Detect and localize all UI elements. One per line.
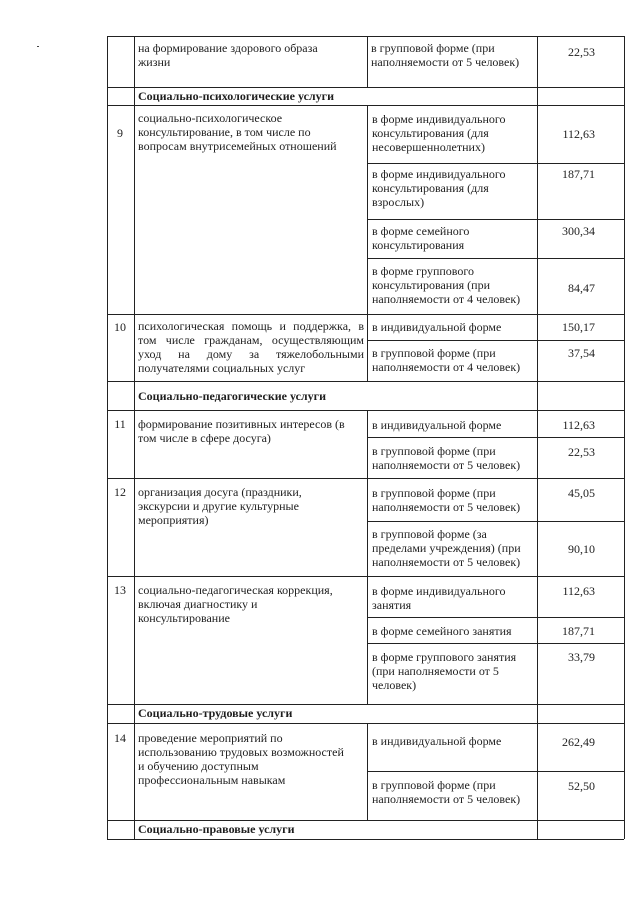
service-form: в индивидуальной форме	[372, 734, 502, 748]
row-divider	[367, 219, 624, 220]
service-form: в групповой форме (при наполняемости от 5 человек)	[371, 41, 520, 69]
section-heading: Социально-трудовые услуги	[138, 706, 293, 720]
section-heading: Социально-психологические услуги	[138, 89, 334, 103]
service-price: 22,53	[568, 45, 595, 59]
service-form: в групповой форме (за пределами учреждения) (при наполняемости от 5 человек)	[372, 527, 521, 569]
service-form: в групповой форме (при наполняемости от 4 человек)	[372, 346, 521, 374]
row-divider	[367, 643, 624, 644]
row-divider	[107, 381, 624, 382]
row-divider	[107, 478, 624, 479]
row-divider	[107, 704, 624, 705]
service-description: социально-педагогическая коррекция, включая диагностику и консультирование	[138, 583, 333, 625]
col-divider-num	[134, 36, 135, 839]
row-number: 12	[114, 485, 126, 499]
table-border-top	[107, 36, 624, 37]
row-divider	[367, 437, 624, 438]
service-price: 84,47	[568, 281, 595, 295]
service-price: 22,53	[568, 445, 595, 459]
row-divider	[107, 87, 624, 88]
service-description: психологическая помощь и поддержка, в том числе гражданам, осуществляющим уход на дому за тяжелобольными получателями социальных услуг	[138, 319, 364, 375]
service-form: в индивидуальной форме	[372, 418, 502, 432]
row-divider	[367, 340, 624, 341]
row-divider	[367, 771, 624, 772]
service-price: 37,54	[568, 346, 595, 360]
row-divider	[107, 105, 624, 106]
service-price: 262,49	[562, 735, 595, 749]
service-form: в групповой форме (при наполняемости от 5 человек)	[372, 486, 521, 514]
service-price: 33,79	[568, 650, 595, 664]
service-price: 52,50	[568, 779, 595, 793]
row-divider	[367, 163, 624, 164]
row-divider	[107, 723, 624, 724]
table-border-right	[624, 36, 625, 839]
service-form: в форме группового занятия (при наполняемости от 5 человек)	[372, 650, 517, 692]
service-form: в форме индивидуального консультирования (для несовершеннолетних)	[372, 112, 506, 154]
service-description: на формирование здорового образа жизни	[138, 41, 318, 69]
service-price: 90,10	[568, 542, 595, 556]
service-form: в форме группового консультирования (при наполняемости от 4 человек)	[372, 264, 521, 306]
service-price: 187,71	[562, 624, 595, 638]
table-border-bottom	[107, 839, 624, 840]
service-price: 112,63	[562, 127, 595, 141]
row-divider	[107, 820, 624, 821]
scan-speck	[37, 46, 39, 47]
service-price: 112,63	[562, 418, 595, 432]
section-heading: Социально-педагогические услуги	[138, 389, 327, 403]
service-form: в форме индивидуального консультирования (для взрослых)	[372, 167, 506, 209]
service-form: в групповой форме (при наполняемости от 5 человек)	[372, 778, 521, 806]
row-number: 9	[117, 126, 123, 140]
service-form: в форме семейного занятия	[372, 624, 512, 638]
row-divider	[107, 576, 624, 577]
service-description: организация досуга (праздники, экскурсии и другие культурные мероприятия)	[138, 485, 302, 527]
row-divider	[367, 617, 624, 618]
row-number: 14	[114, 731, 126, 745]
service-form: в индивидуальной форме	[372, 320, 502, 334]
row-number: 10	[114, 320, 126, 334]
row-divider	[107, 410, 624, 411]
table-border-left	[107, 36, 108, 839]
service-description: формирование позитивных интересов (в том числе в сфере досуга)	[138, 417, 345, 445]
col-divider-desc	[367, 36, 368, 87]
service-description: социально-психологическое консультирование, в том числе по вопросам внутрисемейных отношений	[138, 111, 337, 153]
row-divider	[367, 521, 624, 522]
col-divider-desc	[367, 410, 368, 704]
service-form: в форме семейного консультирования	[372, 224, 470, 252]
service-price: 187,71	[562, 167, 595, 181]
row-number: 13	[114, 583, 126, 597]
service-price: 150,17	[562, 320, 595, 334]
row-divider	[107, 314, 624, 315]
row-divider	[367, 258, 624, 259]
service-description: проведение мероприятий по использованию трудовых возможностей и обучению доступным профессиональным навыкам	[138, 731, 344, 787]
row-number: 11	[114, 417, 126, 431]
service-price: 112,63	[562, 584, 595, 598]
section-heading: Социально-правовые услуги	[138, 822, 295, 836]
service-form: в групповой форме (при наполняемости от 5 человек)	[372, 444, 521, 472]
service-price: 45,05	[568, 486, 595, 500]
service-price: 300,34	[562, 224, 595, 238]
service-form: в форме индивидуального занятия	[372, 584, 506, 612]
